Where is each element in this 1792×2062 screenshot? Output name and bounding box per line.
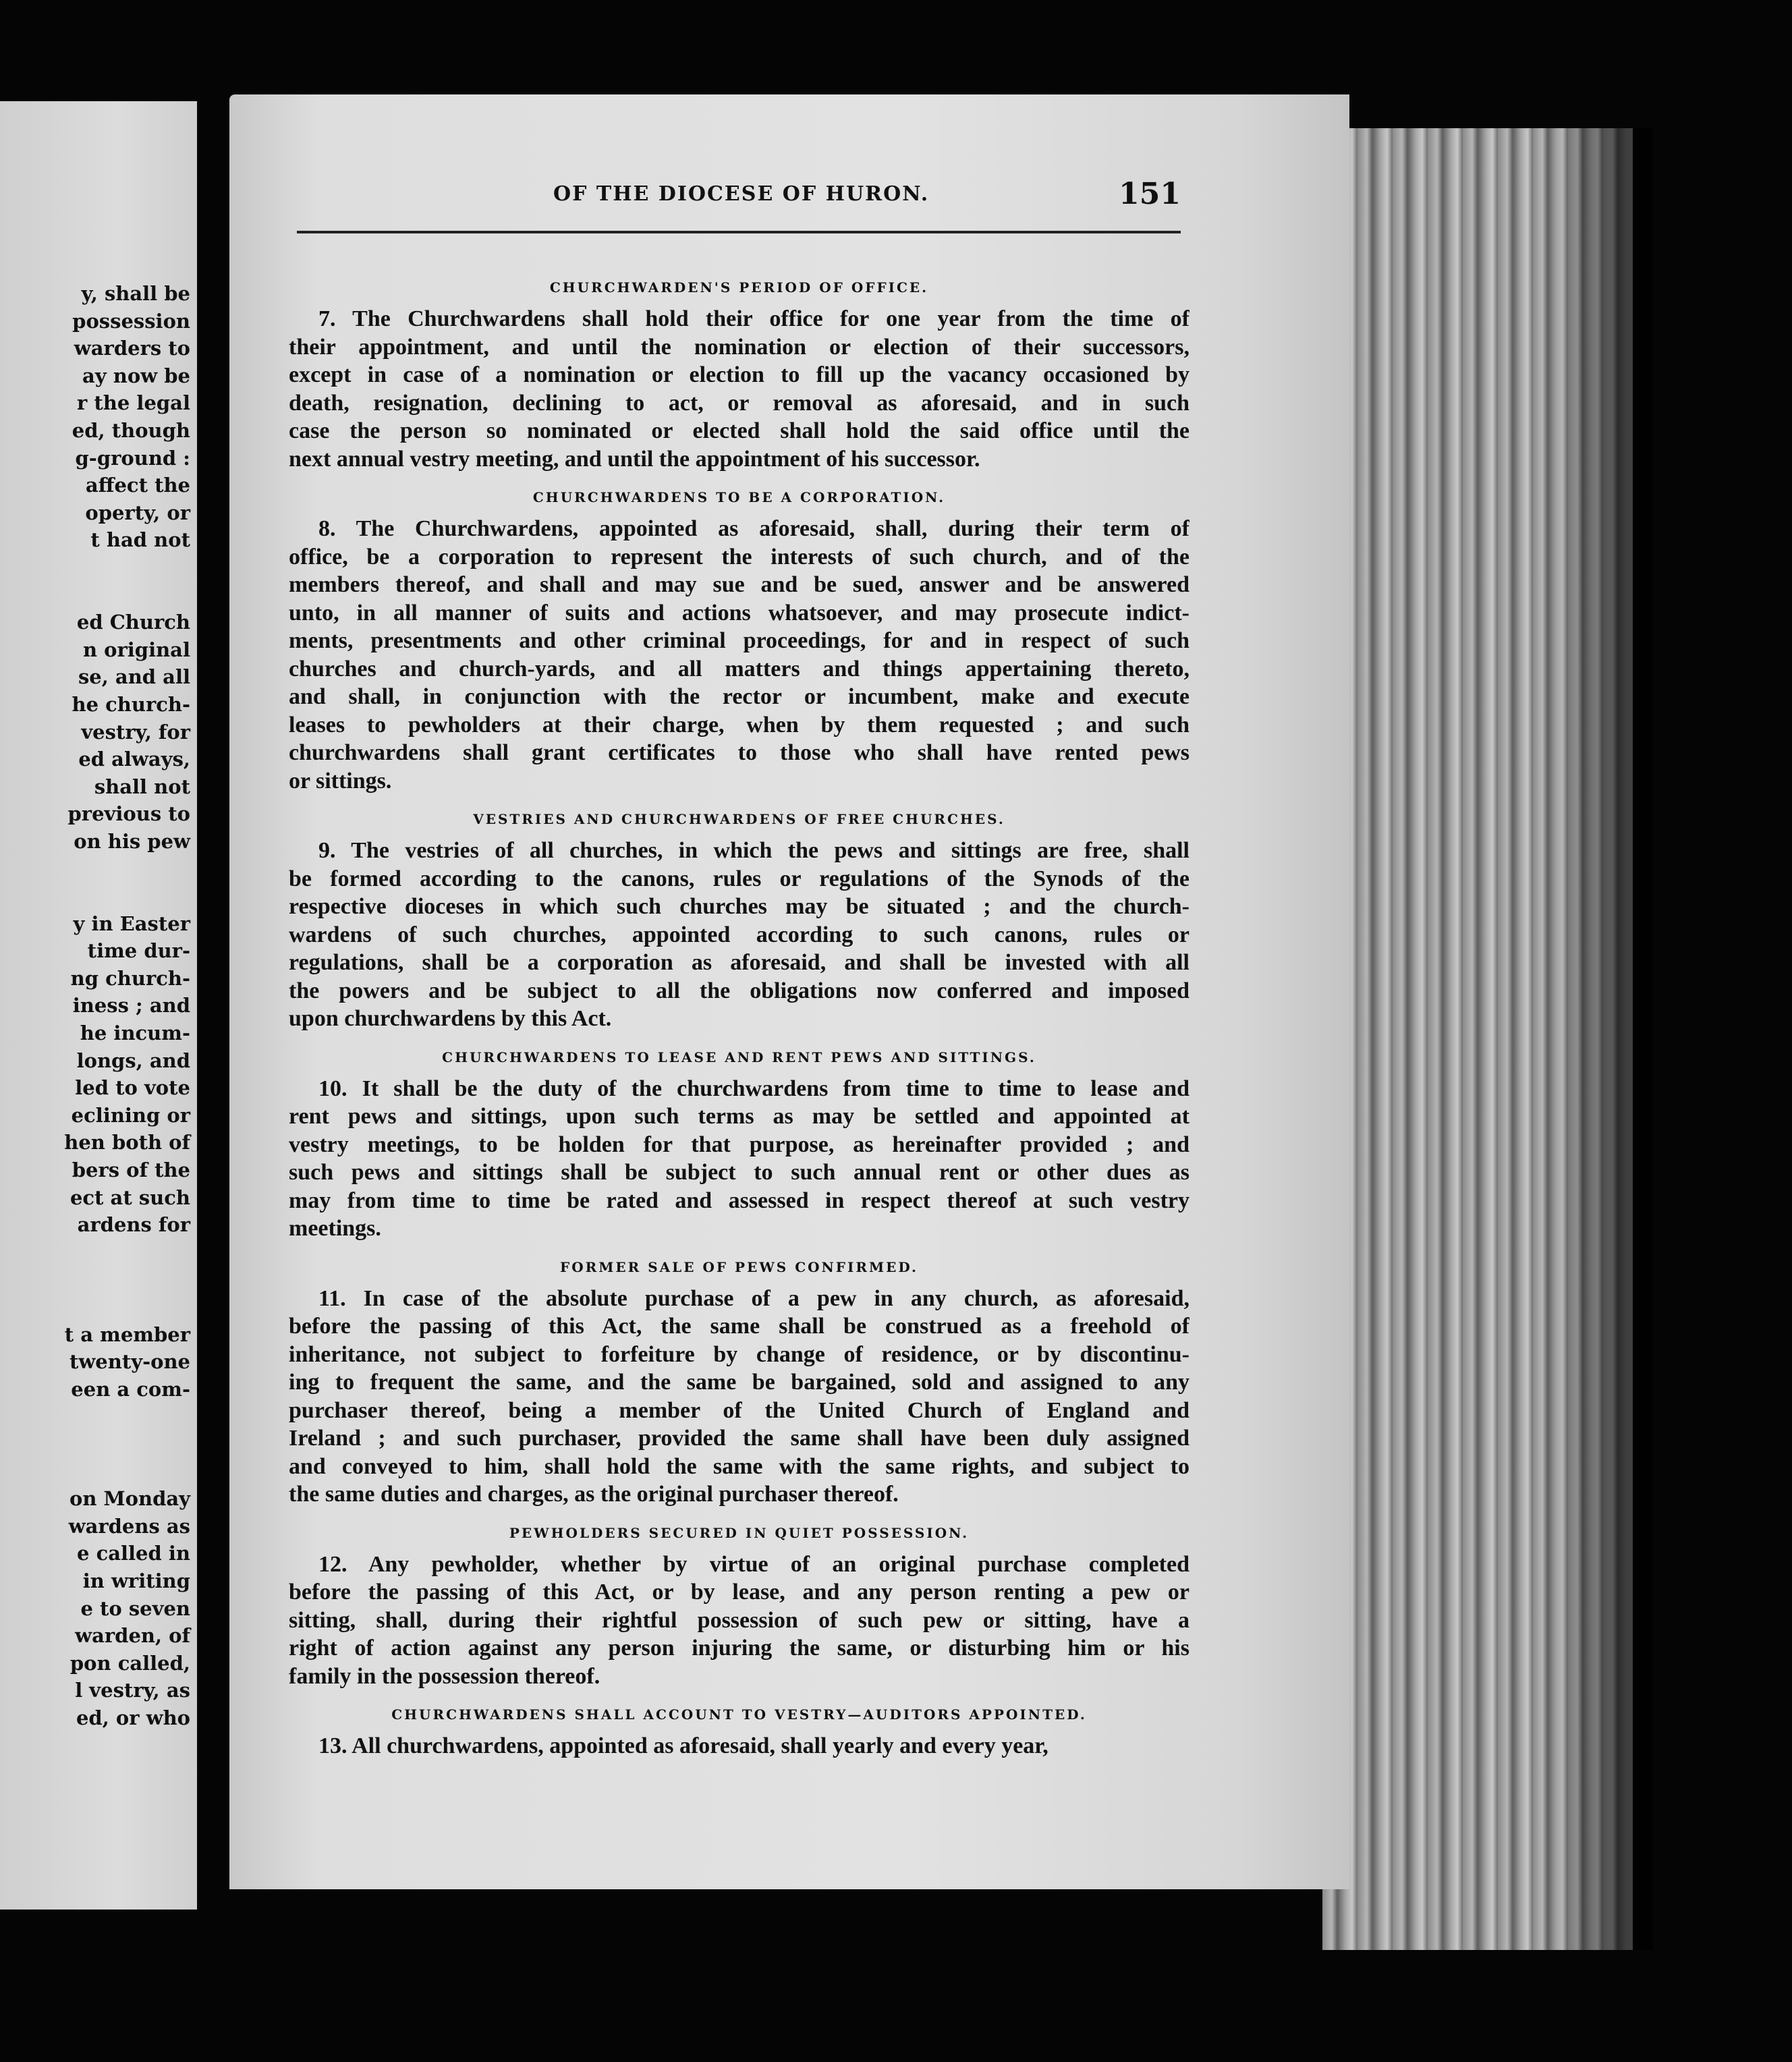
left-page-line bbox=[0, 1266, 190, 1293]
text-line: churches and church-yards, and all matters and things appertaining thereto, bbox=[289, 656, 1189, 681]
left-page-line: longs, and bbox=[76, 1049, 190, 1072]
text-line: leases to pewholders at their charge, when by them requested ; and such bbox=[289, 712, 1189, 737]
left-page-line: y, shall be bbox=[81, 282, 190, 305]
left-page-line: warden, of bbox=[75, 1624, 190, 1648]
left-page-line: t had not bbox=[90, 528, 190, 552]
text-line: sitting, shall, during their rightful possession of such pew or sitting, have a bbox=[289, 1607, 1189, 1633]
page-body bbox=[289, 270, 1189, 1767]
left-page-line: operty, or bbox=[85, 501, 190, 524]
left-page-line: time dur- bbox=[87, 939, 190, 963]
text-line: the same duties and charges, as the original purchaser thereof. bbox=[289, 1482, 899, 1507]
header-rule bbox=[297, 231, 1181, 233]
text-line: members thereof, and shall and may sue and be sued, answer and be answered bbox=[289, 572, 1189, 597]
left-page-fragment bbox=[0, 101, 197, 1910]
section bbox=[289, 1515, 1189, 1698]
text-line: 8. The Churchwardens, appointed as aforesaid, shall, during their term of bbox=[318, 516, 1189, 541]
text-line: 7. The Churchwardens shall hold their office for one year from the time of bbox=[318, 306, 1189, 331]
left-page-line bbox=[0, 582, 190, 609]
text-line: except in case of a nomination or election to fill up the vacancy occasioned by bbox=[289, 362, 1189, 387]
text-line: ing to frequent the same, and the same be bargained, sold and assigned to any bbox=[289, 1370, 1189, 1395]
left-page-line: se, and all bbox=[78, 665, 190, 689]
left-page-line: ed always, bbox=[78, 748, 190, 771]
text-line: Ireland ; and such purchaser, provided the same shall have been duly assigned bbox=[289, 1426, 1189, 1451]
left-page-line bbox=[0, 1293, 190, 1321]
left-page-line: ed, or who bbox=[76, 1706, 190, 1729]
section bbox=[289, 270, 1189, 480]
text-line: or sittings. bbox=[289, 768, 392, 793]
section-heading: CHURCHWARDENS SHALL ACCOUNT TO VESTRY—AUDITORS APPOINTED. bbox=[391, 1706, 1087, 1723]
section-paragraph bbox=[289, 305, 1189, 473]
running-title: OF THE DIOCESE OF HURON. bbox=[553, 182, 930, 206]
section-heading: CHURCHWARDEN'S PERIOD OF OFFICE. bbox=[549, 279, 929, 296]
left-page-line bbox=[0, 1430, 190, 1458]
text-line: and conveyed to him, shall hold the same with the same rights, and subject to bbox=[289, 1453, 1189, 1479]
left-page-line: led to vote bbox=[75, 1076, 190, 1100]
left-page-line: e called in bbox=[77, 1542, 190, 1565]
page-number: 151 bbox=[1119, 177, 1181, 211]
section-heading: FORMER SALE OF PEWS CONFIRMED. bbox=[560, 1258, 918, 1275]
text-line: vestry meetings, to be holden for that purpose, as hereinafter provided ; and bbox=[289, 1132, 1189, 1157]
left-page-line bbox=[0, 855, 190, 883]
left-page-line: previous to bbox=[67, 802, 190, 826]
left-page-line: twenty-one bbox=[69, 1350, 190, 1374]
left-page-line: iness ; and bbox=[72, 994, 190, 1018]
text-line: 9. The vestries of all churches, in which the pews and sittings are free, shall bbox=[318, 838, 1189, 863]
text-line: inheritance, not subject to forfeiture by change of residence, or by discontinu- bbox=[289, 1341, 1189, 1367]
section-paragraph bbox=[289, 1285, 1189, 1509]
text-line: 11. In case of the absolute purchase of a pew in any church, as aforesaid, bbox=[318, 1285, 1189, 1311]
text-line: churchwardens shall grant certificates to those who shall have rented pews bbox=[289, 740, 1189, 765]
left-page-line bbox=[0, 1239, 190, 1266]
text-line: before the passing of this Act, the same shall be construed as a freehold of bbox=[289, 1314, 1189, 1339]
edge-shadow bbox=[1552, 128, 1653, 1950]
left-page-line: possession bbox=[72, 309, 190, 333]
left-page-line: he incum- bbox=[80, 1022, 190, 1045]
section-heading: PEWHOLDERS SECURED IN QUIET POSSESSION. bbox=[509, 1524, 970, 1541]
text-line: death, resignation, declining to act, or removal as aforesaid, and in such bbox=[289, 390, 1189, 416]
section-paragraph bbox=[289, 1075, 1189, 1243]
left-page-line: ng church- bbox=[70, 966, 190, 990]
left-page-line: g-ground : bbox=[75, 446, 190, 470]
text-line: and shall, in conjunction with the rector or incumbent, make and execute bbox=[289, 684, 1189, 709]
text-line: wardens of such churches, appointed according to such canons, rules or bbox=[289, 922, 1189, 947]
text-line: unto, in all manner of suits and actions whatsoever, and may prosecute indict- bbox=[289, 600, 1189, 625]
left-page-line: een a com- bbox=[71, 1377, 190, 1401]
section-heading: VESTRIES AND CHURCHWARDENS OF FREE CHURCHES. bbox=[473, 811, 1005, 827]
section bbox=[289, 802, 1189, 1040]
left-page-line: shall not bbox=[94, 775, 190, 798]
left-page-line: on Monday bbox=[69, 1487, 190, 1511]
text-line: family in the possession thereof. bbox=[289, 1663, 600, 1689]
text-line: regulations, shall be a corporation as aforesaid, and shall be invested with all bbox=[289, 950, 1189, 975]
text-line: purchaser thereof, being a member of the United Church of England and bbox=[289, 1397, 1189, 1423]
section bbox=[289, 1250, 1189, 1515]
text-line: be formed according to the canons, rules or regulations of the Synods of the bbox=[289, 866, 1189, 891]
left-page-line bbox=[0, 883, 190, 910]
left-page-line: r the legal bbox=[77, 391, 190, 415]
left-page-line bbox=[0, 554, 190, 582]
left-page-text bbox=[0, 280, 190, 1731]
text-line: ments, presentments and other criminal proceedings, for and in respect of such bbox=[289, 628, 1189, 653]
left-page-line: wardens as bbox=[68, 1514, 190, 1538]
section-paragraph bbox=[289, 515, 1189, 795]
left-page-line: l vestry, as bbox=[75, 1679, 190, 1702]
left-page-line: on his pew bbox=[74, 829, 190, 853]
section bbox=[289, 1040, 1189, 1250]
left-page-line: he church- bbox=[72, 692, 190, 716]
book-gutter bbox=[197, 81, 229, 1943]
section-paragraph bbox=[289, 1732, 1189, 1760]
text-line: office, be a corporation to represent the interests of such church, and of the bbox=[289, 544, 1189, 569]
text-line: their appointment, and until the nomination or election of their successors, bbox=[289, 334, 1189, 360]
left-page-line: n original bbox=[82, 638, 190, 661]
left-page-line: ed, though bbox=[72, 418, 190, 442]
left-page-line: ardens for bbox=[77, 1213, 190, 1237]
text-line: upon churchwardens by this Act. bbox=[289, 1006, 612, 1031]
text-line: such pews and sittings shall be subject to such annual rent or other dues as bbox=[289, 1160, 1189, 1185]
section-heading: CHURCHWARDENS TO BE A CORPORATION. bbox=[532, 489, 946, 505]
left-page-line: in writing bbox=[82, 1569, 190, 1592]
page-header bbox=[297, 177, 1181, 223]
section bbox=[289, 1697, 1189, 1767]
section-paragraph bbox=[289, 1551, 1189, 1691]
left-page-line: pon called, bbox=[69, 1651, 190, 1675]
left-page-line: bers of the bbox=[72, 1159, 190, 1181]
text-line: the powers and be subject to all the obligations now conferred and imposed bbox=[289, 978, 1189, 1003]
text-line: before the passing of this Act, or by lease, and any person renting a pew or bbox=[289, 1580, 1189, 1605]
text-line: case the person so nominated or elected shall hold the said office until the bbox=[289, 418, 1189, 443]
left-page-line bbox=[0, 1458, 190, 1486]
text-line: right of action against any person injuring the same, or disturbing him or his bbox=[289, 1636, 1189, 1661]
left-page-line: hen both of bbox=[64, 1131, 190, 1154]
text-line: may from time to time be rated and assessed in respect thereof at such vestry bbox=[289, 1188, 1189, 1213]
text-line: rent pews and sittings, upon such terms as may be settled and appointed at bbox=[289, 1104, 1189, 1129]
left-page-line: t a member bbox=[64, 1322, 190, 1346]
left-page-line: eclining or bbox=[71, 1103, 190, 1127]
section-heading: CHURCHWARDENS TO LEASE AND RENT PEWS AND SITTINGS. bbox=[442, 1049, 1036, 1065]
left-page-line: ed Church bbox=[76, 611, 190, 634]
left-page-line: y in Easter bbox=[73, 912, 190, 935]
text-line: 10. It shall be the duty of the churchwardens from time to time to lease and bbox=[318, 1076, 1189, 1101]
section bbox=[289, 480, 1189, 802]
left-page-line: ay now be bbox=[82, 364, 190, 387]
left-page-line: e to seven bbox=[80, 1596, 190, 1620]
left-page-line: vestry, for bbox=[81, 720, 190, 744]
text-line: 12. Any pewholder, whether by virtue of an original purchase completed bbox=[318, 1551, 1189, 1577]
section-paragraph bbox=[289, 837, 1189, 1033]
text-line: meetings. bbox=[289, 1216, 381, 1241]
text-line: respective dioceses in which such churches may be situated ; and the church- bbox=[289, 894, 1189, 919]
text-line: next annual vestry meeting, and until the appointment of his successor. bbox=[289, 446, 980, 472]
text-line: 13. All churchwardens, appointed as aforesaid, shall yearly and every year, bbox=[318, 1733, 1048, 1758]
left-page-line: ect at such bbox=[69, 1186, 190, 1209]
left-page-line bbox=[0, 1403, 190, 1430]
left-page-line: warders to bbox=[74, 337, 190, 360]
left-page-line: affect the bbox=[85, 474, 190, 497]
